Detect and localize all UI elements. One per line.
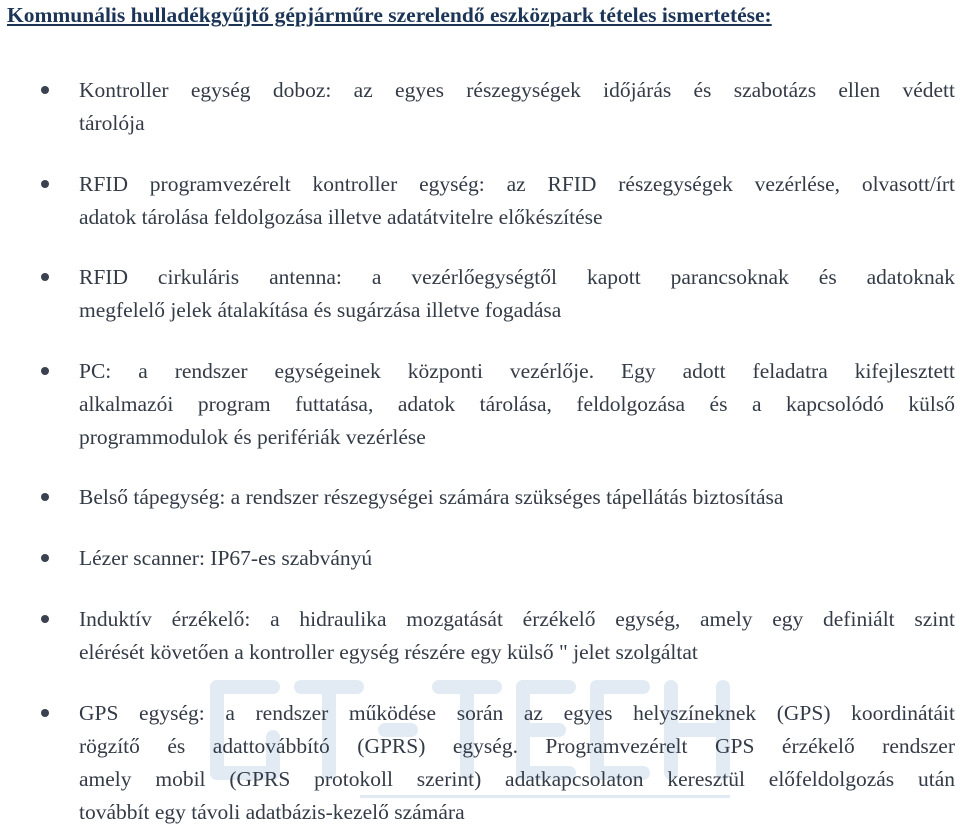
bullet-icon bbox=[41, 273, 49, 281]
bullet-icon bbox=[41, 615, 49, 623]
list-item-text: RFID programvezérelt kontroller egység: az RFID részegységek vezérlése, olvasott/írt bbox=[79, 172, 955, 196]
list-item-text: Belső tápegység: a rendszer részegységei számára szükséges tápellátás biztosítása bbox=[79, 485, 784, 509]
bullet-icon bbox=[41, 493, 49, 501]
list-item-text: Kontroller egység doboz: az egyes részegységek időjárás és szabotázs ellen védett bbox=[79, 78, 955, 102]
list-item-text: programmodulok és perifériák vezérlése bbox=[79, 425, 426, 449]
list-item-text: megfelelő jelek átalakítása és sugárzása illetve fogadása bbox=[79, 298, 562, 322]
list-item-text: elérését követően a kontroller egység részére egy külső " jelet szolgáltat bbox=[79, 640, 698, 664]
list-item-text: RFID cirkuláris antenna: a vezérlőegységtől kapott parancsoknak és adatoknak bbox=[79, 265, 955, 289]
list-item-text: amely mobil (GPRS protokoll szerint) adatkapcsolaton keresztül előfeldolgozás után bbox=[79, 767, 955, 791]
bullet-icon bbox=[41, 709, 49, 717]
list-item-text: rögzítő és adattovábbító (GPRS) egység. Programvezérelt GPS érzékelő rendszer bbox=[79, 734, 955, 758]
bullet-icon bbox=[41, 554, 49, 562]
list-item-text: PC: a rendszer egységeinek központi vezérlője. Egy adott feladatra kifejlesztett bbox=[79, 359, 955, 383]
bullet-icon bbox=[41, 86, 49, 94]
list-item-text: Induktív érzékelő: a hidraulika mozgatását érzékelő egység, amely egy definiált szint bbox=[79, 607, 955, 631]
list-item-text: tárolója bbox=[79, 111, 145, 135]
list-item-text: továbbít egy távoli adatbázis-kezelő számára bbox=[79, 800, 465, 824]
list-item-text: adatok tárolása feldolgozása illetve adatátvitelre előkészítése bbox=[79, 205, 603, 229]
bullet-icon bbox=[41, 367, 49, 375]
list-item-text: GPS egység: a rendszer működése során az egyes helyszíneknek (GPS) koordinátáit bbox=[79, 701, 955, 725]
page-title: Kommunális hulladékgyűjtő gépjárműre szerelendő eszközpark tételes ismertetése: bbox=[7, 3, 772, 27]
bullet-icon bbox=[41, 180, 49, 188]
list-item-text: alkalmazói program futtatása, adatok tárolása, feldolgozása és a kapcsolódó külső bbox=[79, 392, 955, 416]
list-item-text: Lézer scanner: IP67-es szabványú bbox=[79, 546, 373, 570]
